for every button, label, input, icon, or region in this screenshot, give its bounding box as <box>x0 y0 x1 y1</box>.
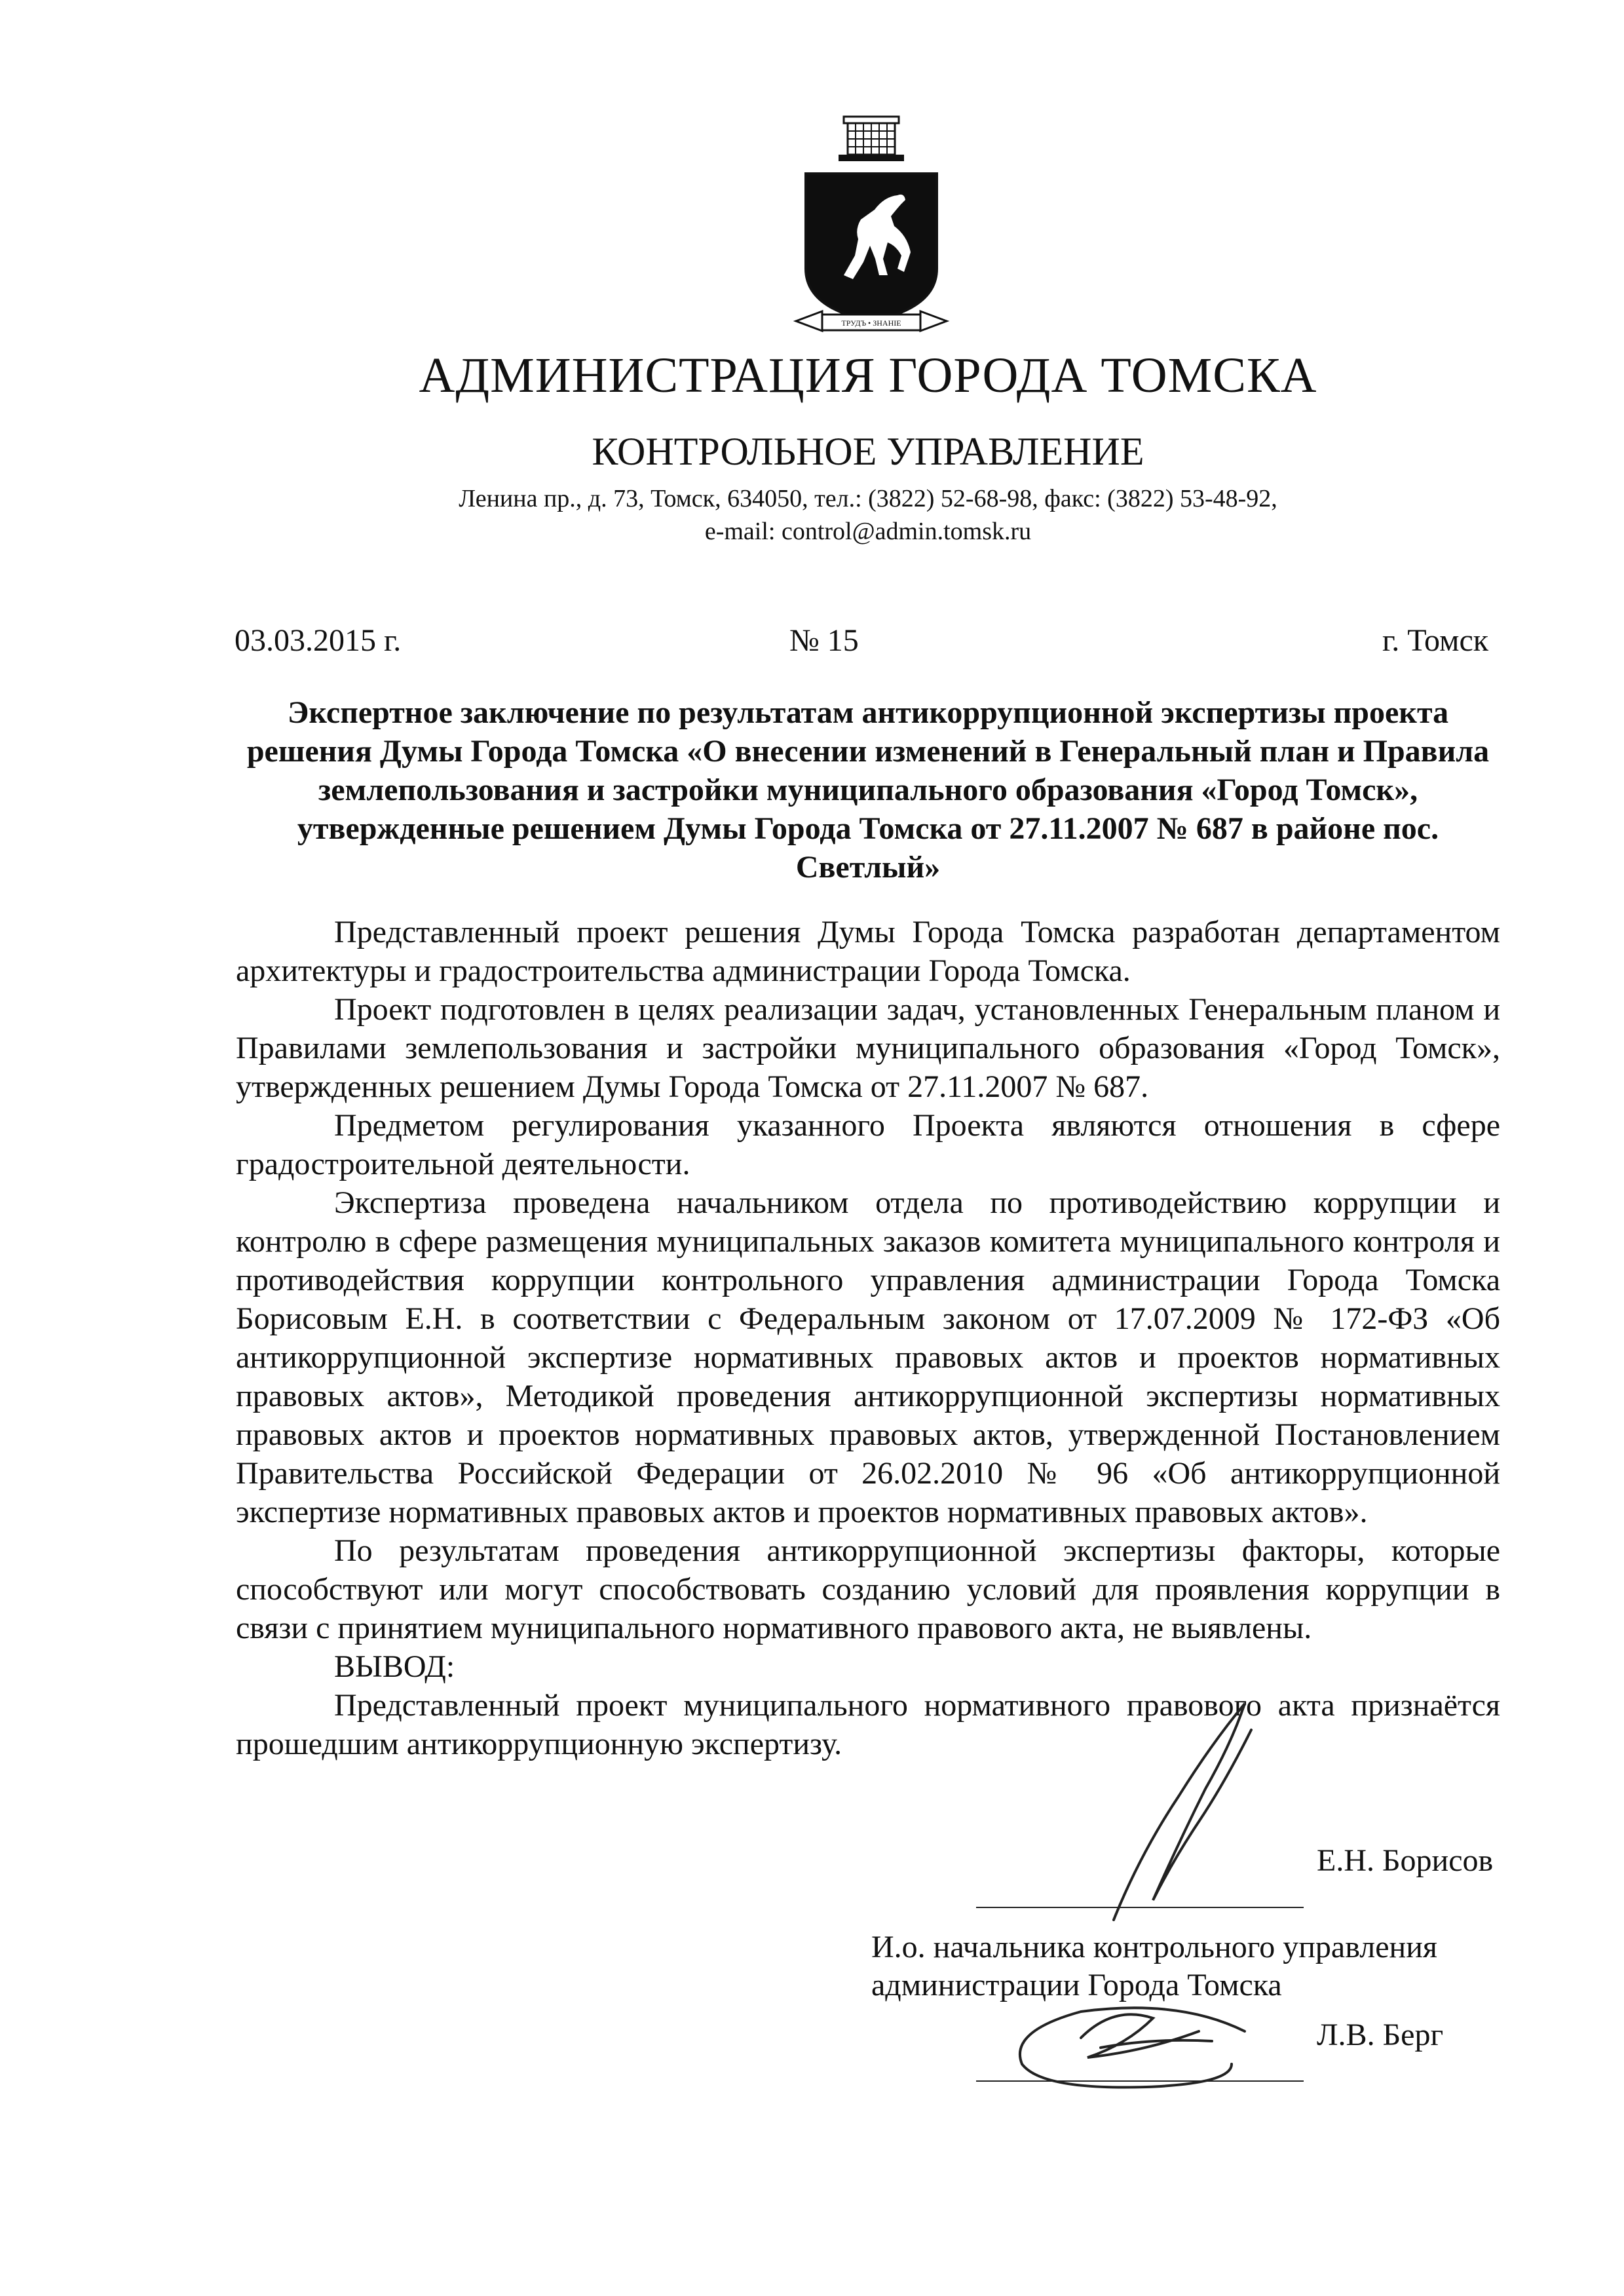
department-title: КОНТРОЛЬНОЕ УПРАВЛЕНИЕ <box>592 430 1144 473</box>
paragraph: Представленный проект решения Думы Города Томска разработан департаментом архитектуры и градостроительства администрации Города Томска. <box>236 915 1500 988</box>
paragraph: Проект подготовлен в целях реализации задач, установленных Генеральным планом и Правилами землепользования и застройки муниципального образования «Город Томск», утвержденных решением Думы Города Томска от 27.11.2007 № 687. <box>236 992 1500 1104</box>
document-body <box>236 913 1500 1763</box>
conclusion-heading: ВЫВОД: <box>334 1649 455 1684</box>
document-city: г. Томск <box>1382 623 1489 658</box>
email-line: e-mail: control@admin.tomsk.ru <box>704 518 1032 545</box>
organization-title: АДМИНИСТРАЦИЯ ГОРОДА ТОМСКА <box>419 348 1317 403</box>
document-date: 03.03.2015 г. <box>235 623 402 658</box>
position-line: администрации Города Томска <box>871 1968 1282 2002</box>
signer-name: Л.В. Берг <box>1317 2018 1444 2052</box>
position-line: И.о. начальника контрольного управления <box>871 1930 1437 1964</box>
document-number: № 15 <box>789 623 859 658</box>
coat-of-arms-icon <box>793 111 950 344</box>
paragraph: Предметом регулирования указанного Проекта являются отношения в сфере градостроительной деятельности. <box>236 1108 1500 1181</box>
signer-name: Е.Н. Борисов <box>1317 1843 1494 1878</box>
paragraph: Представленный проект муниципального нормативного правового акта признаётся прошедшим антикоррупционную экспертизу. <box>236 1688 1500 1761</box>
address-block <box>0 482 1624 548</box>
document-title: Экспертное заключение по результатам антикоррупционной экспертизы проекта решения Думы Города Томска «О внесении изменений в Генеральный план и Правила землепользования и застройки муниципального образования «Город Томск», утвержденные решением Думы Города Томска от 27.11.2007 № 687 в районе пос. Светлый» <box>246 695 1490 885</box>
signature-line <box>976 1874 1304 1908</box>
paragraph: Экспертиза проведена начальником отдела по противодействию коррупции и контролю в сфере размещения муниципальных заказов комитета муниципального контроля и противодействия коррупции контрольного управления администрации Города Томска Борисовым Е.Н. в соответствии с Федеральным законом от 17.07.2009 № 172-ФЗ «Об антикоррупционной экспертизе нормативных правовых актов и проектов нормативных правовых актов», Методикой проведения антикоррупционной экспертизы нормативных правовых актов и проектов нормативных правовых актов, утвержденной Постановлением Правительства Российской Федерации от 26.02.2010 № 96 «Об антикоррупционной экспертизе нормативных правовых актов и проектов нормативных правовых актов». <box>236 1185 1500 1529</box>
signature-line <box>976 2048 1304 2082</box>
address-line: Ленина пр., д. 73, Томск, 634050, тел.: (3822) 52-68-98, факс: (3822) 53-48-92, <box>459 485 1277 512</box>
emblem-motto: ТРУДЪ • ЗНАНIЕ <box>841 318 901 328</box>
signer-position <box>871 1928 1437 2004</box>
paragraph: По результатам проведения антикоррупционной экспертизы факторы, которые способствуют или могут способствовать созданию условий для проявления коррупции в связи с принятием муниципального нормативного правового акта, не выявлены. <box>236 1533 1500 1645</box>
